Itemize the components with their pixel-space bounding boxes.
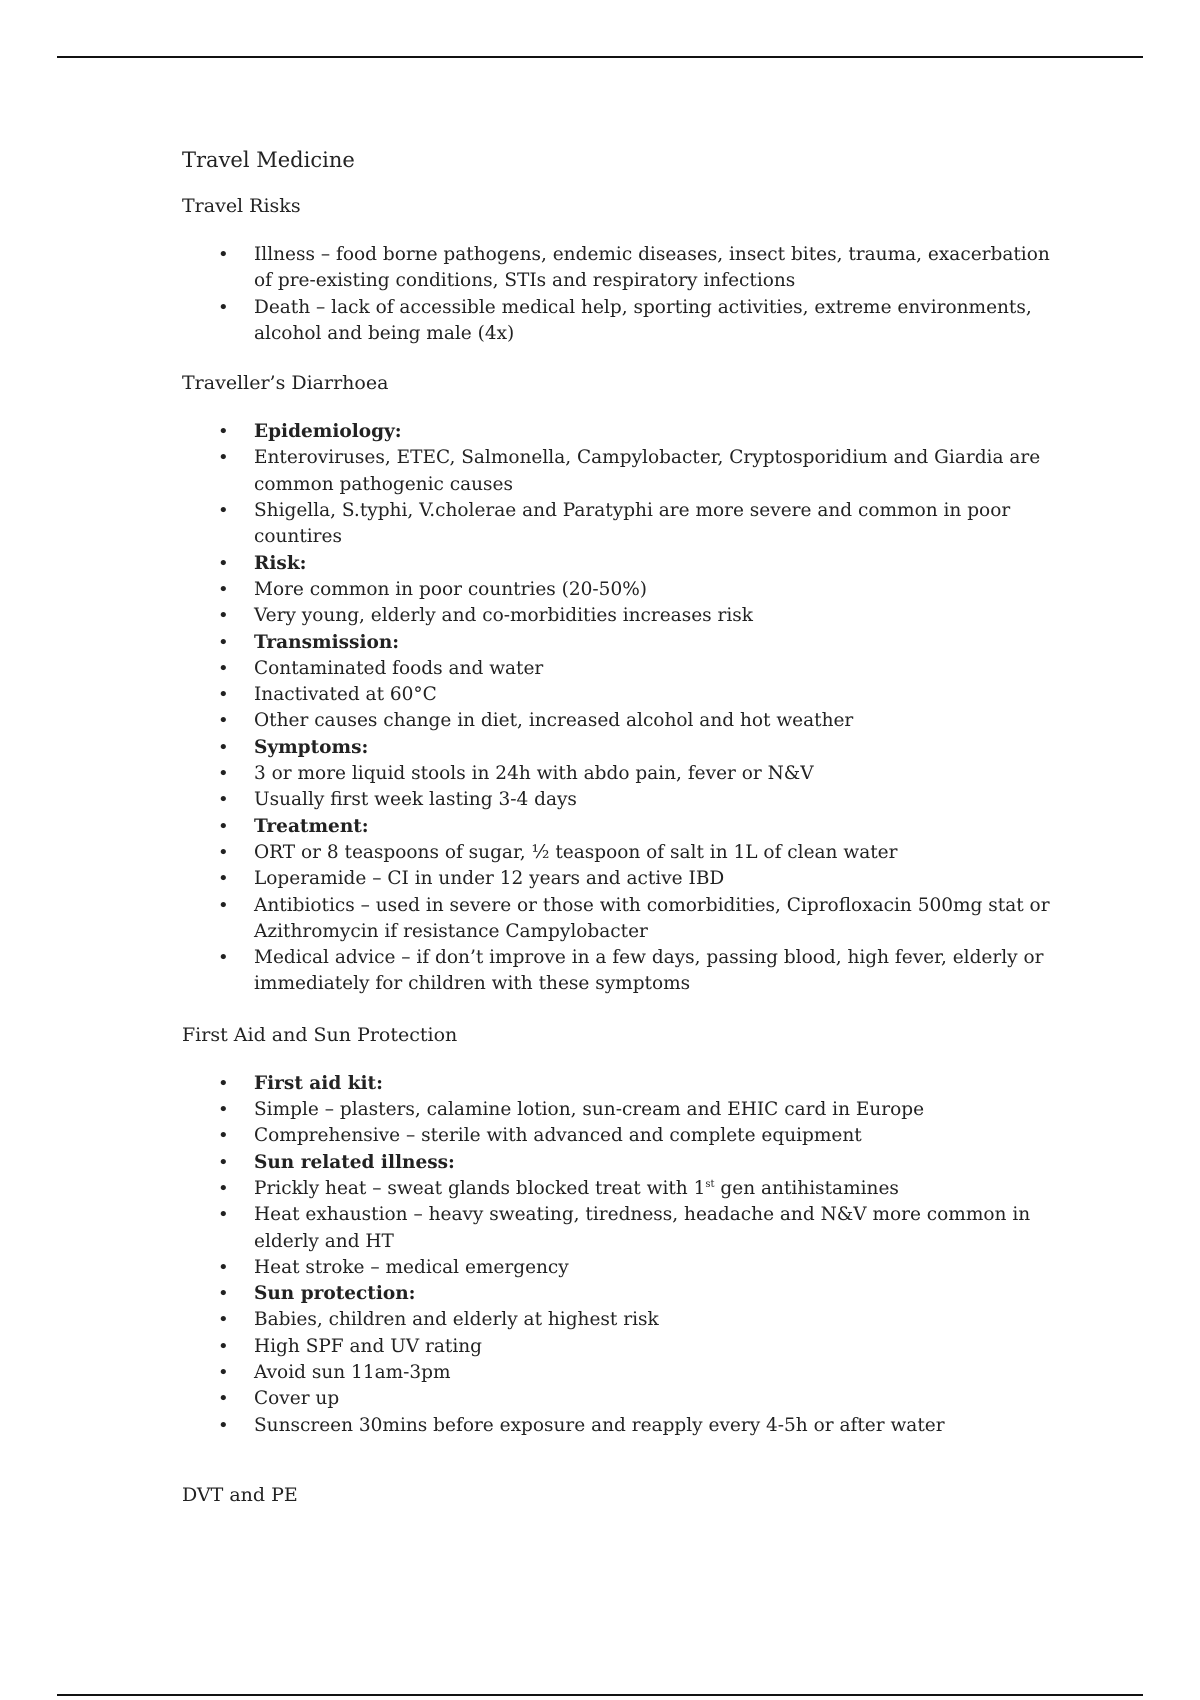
list-item: • ORT or 8 teaspoons of sugar, ½ teaspoon of salt in 1L of clean water (182, 840, 1062, 866)
first-aid-list (182, 1071, 1062, 1439)
bullet-icon: • (218, 1388, 229, 1410)
top-rule (57, 56, 1143, 58)
list-item: • Contaminated foods and water (182, 656, 1062, 682)
bullet-icon: • (218, 868, 229, 890)
bullet-icon: • (218, 736, 229, 758)
list-item: • Inactivated at 60°C (182, 682, 1062, 708)
bullet-icon: • (218, 1072, 229, 1094)
list-subheading: • Sun protection: (182, 1281, 1062, 1307)
bullet-icon: • (218, 447, 229, 469)
travellers-diarrhoea-list (182, 419, 1062, 998)
bullet-icon: • (218, 1414, 229, 1436)
bullet-icon: • (218, 841, 229, 863)
list-item: • Usually first week lasting 3-4 days (182, 787, 1062, 813)
bullet-icon: • (218, 894, 229, 916)
list-item: • Enteroviruses, ETEC, Salmonella, Campylobacter, Cryptosporidium and Giardia are common pathogenic causes (218, 447, 1041, 495)
bullet-icon: • (218, 789, 229, 811)
list-item: • Death – lack of accessible medical help, sporting activities, extreme environments, alcohol and being male (4x) (218, 296, 1032, 344)
list-subheading: • Sun related illness: (182, 1150, 1062, 1176)
list-item: • Loperamide – CI in under 12 years and active IBD (182, 866, 1062, 892)
section-heading-first-aid-sun-protection: First Aid and Sun Protection (182, 1023, 458, 1046)
bullet-icon: • (218, 1177, 229, 1199)
bullet-icon: • (218, 500, 229, 522)
list-subheading: • First aid kit: (182, 1071, 1062, 1097)
bullet-icon: • (218, 1099, 229, 1121)
list-item: • Simple – plasters, calamine lotion, sun-cream and EHIC card in Europe (182, 1097, 1062, 1123)
bullet-icon: • (218, 1204, 229, 1226)
list-item: • High SPF and UV rating (182, 1334, 1062, 1360)
bullet-icon: • (218, 710, 229, 732)
list-item: • Avoid sun 11am-3pm (182, 1360, 1062, 1386)
section-heading-travellers-diarrhoea: Traveller’s Diarrhoea (182, 372, 389, 395)
list-item: • Very young, elderly and co-morbidities increases risk (182, 603, 1062, 629)
bullet-icon: • (218, 244, 229, 265)
list-item: • More common in poor countries (20-50%) (182, 577, 1062, 603)
list-item: • Illness – food borne pathogens, endemic diseases, insect bites, trauma, exacerbation of pre-existing conditions, STIs and respiratory infections (218, 244, 1050, 292)
section-heading-travel-risks: Travel Risks (182, 195, 301, 217)
bullet-icon: • (218, 631, 229, 653)
list-item: • Cover up (182, 1386, 1062, 1412)
list-subheading: • Epidemiology: (182, 419, 1062, 445)
bullet-icon: • (218, 552, 229, 574)
list-item: • Sunscreen 30mins before exposure and reapply every 4-5h or after water (182, 1413, 1062, 1439)
bullet-icon: • (218, 1256, 229, 1278)
list-subheading: • Transmission: (182, 630, 1062, 656)
bullet-icon: • (218, 421, 229, 443)
bullet-icon: • (218, 1151, 229, 1173)
list-item: • Heat exhaustion – heavy sweating, tiredness, headache and N&V more common in elderly and HT (218, 1204, 1031, 1252)
bullet-icon: • (218, 1361, 229, 1383)
bullet-icon: • (218, 578, 229, 600)
list-item: • Comprehensive – sterile with advanced and complete equipment (182, 1123, 1062, 1149)
section-heading-dvt-and-pe: DVT and PE (182, 1483, 298, 1506)
list-item: • Antibiotics – used in severe or those with comorbidities, Ciprofloxacin 500mg stat or Azithromycin if resistance Campylobacter (218, 894, 1050, 942)
document-body (182, 146, 1062, 1507)
bullet-icon: • (218, 605, 229, 627)
list-subheading: • Symptoms: (182, 735, 1062, 761)
list-item: • Heat stroke – medical emergency (182, 1255, 1062, 1281)
bullet-icon: • (218, 657, 229, 679)
bullet-icon: • (218, 296, 229, 318)
bullet-icon: • (218, 763, 229, 785)
document-title: Travel Medicine (182, 148, 355, 172)
list-item: • Shigella, S.typhi, V.cholerae and Paratyphi are more severe and common in poor countires (218, 500, 1011, 548)
bullet-icon: • (218, 947, 229, 969)
bullet-icon: • (218, 1283, 229, 1305)
list-item: • Babies, children and elderly at highest risk (182, 1307, 1062, 1333)
list-item: • Prickly heat – sweat glands blocked treat with 1st gen antihistamines (182, 1176, 1062, 1202)
list-subheading: • Treatment: (182, 814, 1062, 840)
travel-risks-list (182, 242, 1062, 347)
list-item: • 3 or more liquid stools in 24h with abdo pain, fever or N&V (182, 761, 1062, 787)
bullet-icon: • (218, 1309, 229, 1331)
bullet-icon: • (218, 684, 229, 706)
list-subheading: • Risk: (182, 551, 1062, 577)
bullet-icon: • (218, 1125, 229, 1147)
list-item: • Medical advice – if don’t improve in a few days, passing blood, high fever, elderly or immediately for children with these symptoms (218, 947, 1044, 995)
bullet-icon: • (218, 1335, 229, 1357)
bullet-icon: • (218, 815, 229, 837)
bottom-rule (57, 1694, 1143, 1696)
list-item: • Other causes change in diet, increased alcohol and hot weather (182, 708, 1062, 734)
